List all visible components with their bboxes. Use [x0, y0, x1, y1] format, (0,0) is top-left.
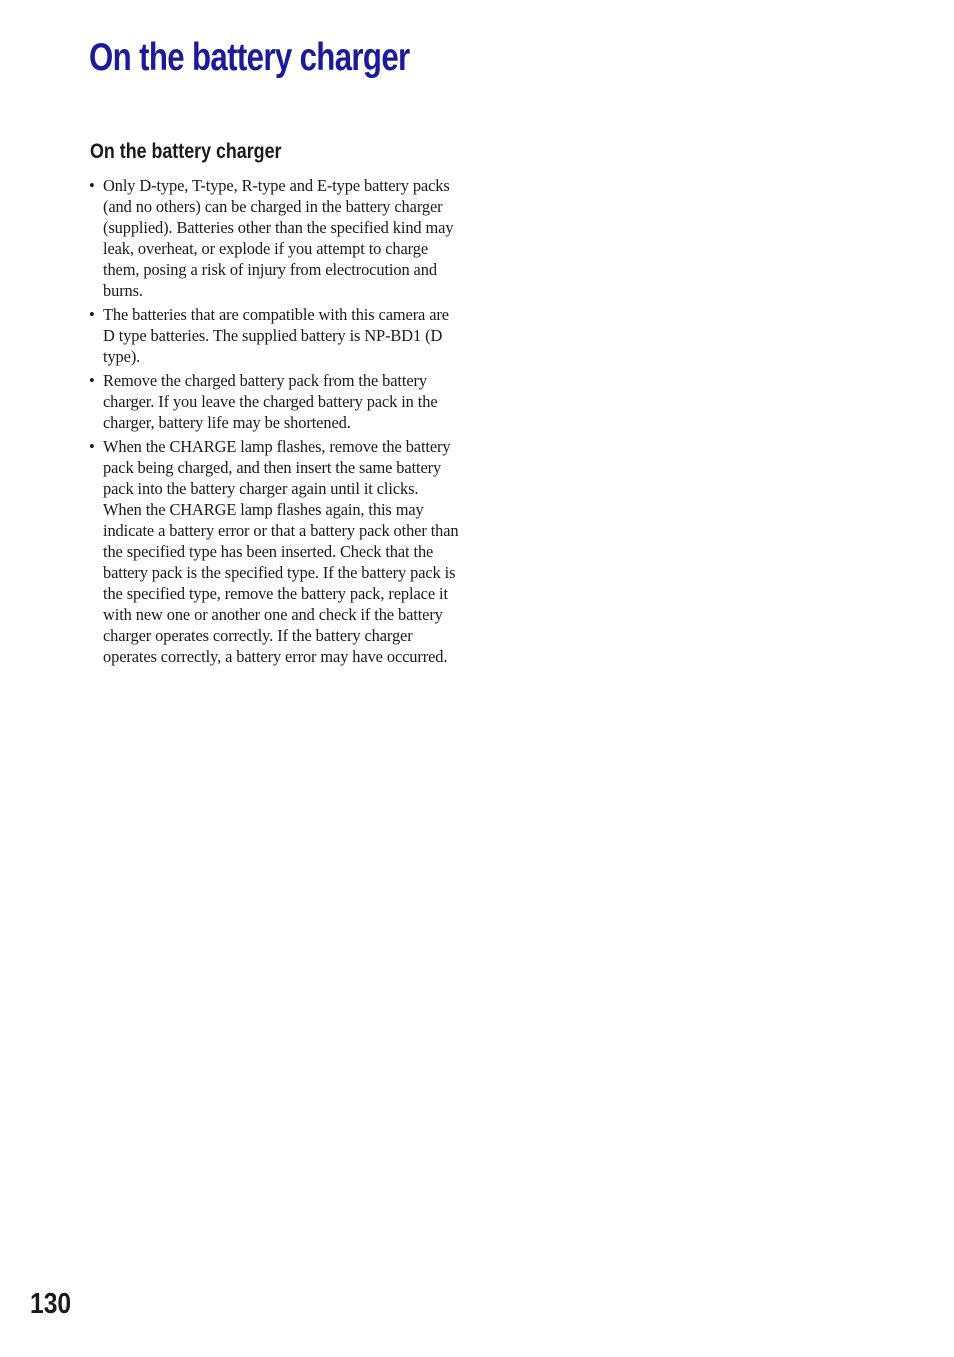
section-heading: On the battery charger: [90, 140, 282, 163]
page-title: On the battery charger: [89, 36, 410, 79]
list-item-text: When the CHARGE lamp flashes, remove the battery pack being charged, and then insert the same battery pack into the battery charger again until it clicks. When the CHARGE lamp flashes again, this may indicate a battery error or that a battery pack other than the specified type has been inserted. Check that the battery pack is the specified type. If the battery pack is the specified type, remove the battery pack, replace it with new one or another one and check if the battery charger operates correctly. If the battery charger operates correctly, a battery error may have occurred.: [103, 437, 459, 666]
list-item-text: Remove the charged battery pack from the battery charger. If you leave the charged battery pack in the charger, battery life may be shortened.: [103, 371, 438, 432]
list-item: [90, 304, 460, 367]
bullet-icon: •: [89, 437, 95, 456]
battery-charger-section: [90, 138, 460, 670]
list-item-text: The batteries that are compatible with this camera are D type batteries. The supplied battery is NP-BD1 (D type).: [103, 305, 449, 366]
bullet-icon: •: [89, 371, 95, 390]
bullet-icon: •: [89, 305, 95, 324]
list-item: [90, 370, 460, 433]
bullet-icon: •: [89, 176, 95, 195]
list-item: [90, 436, 460, 667]
list-item-text: Only D-type, T-type, R-type and E-type battery packs (and no others) can be charged in the battery charger (supplied). Batteries other than the specified kind may leak, overheat, or explode if you attempt to charge them, posing a risk of injury from electrocution and burns.: [103, 176, 454, 300]
list-item: [90, 175, 460, 301]
page-number: 130: [30, 1288, 72, 1320]
bullet-list: [90, 175, 460, 667]
